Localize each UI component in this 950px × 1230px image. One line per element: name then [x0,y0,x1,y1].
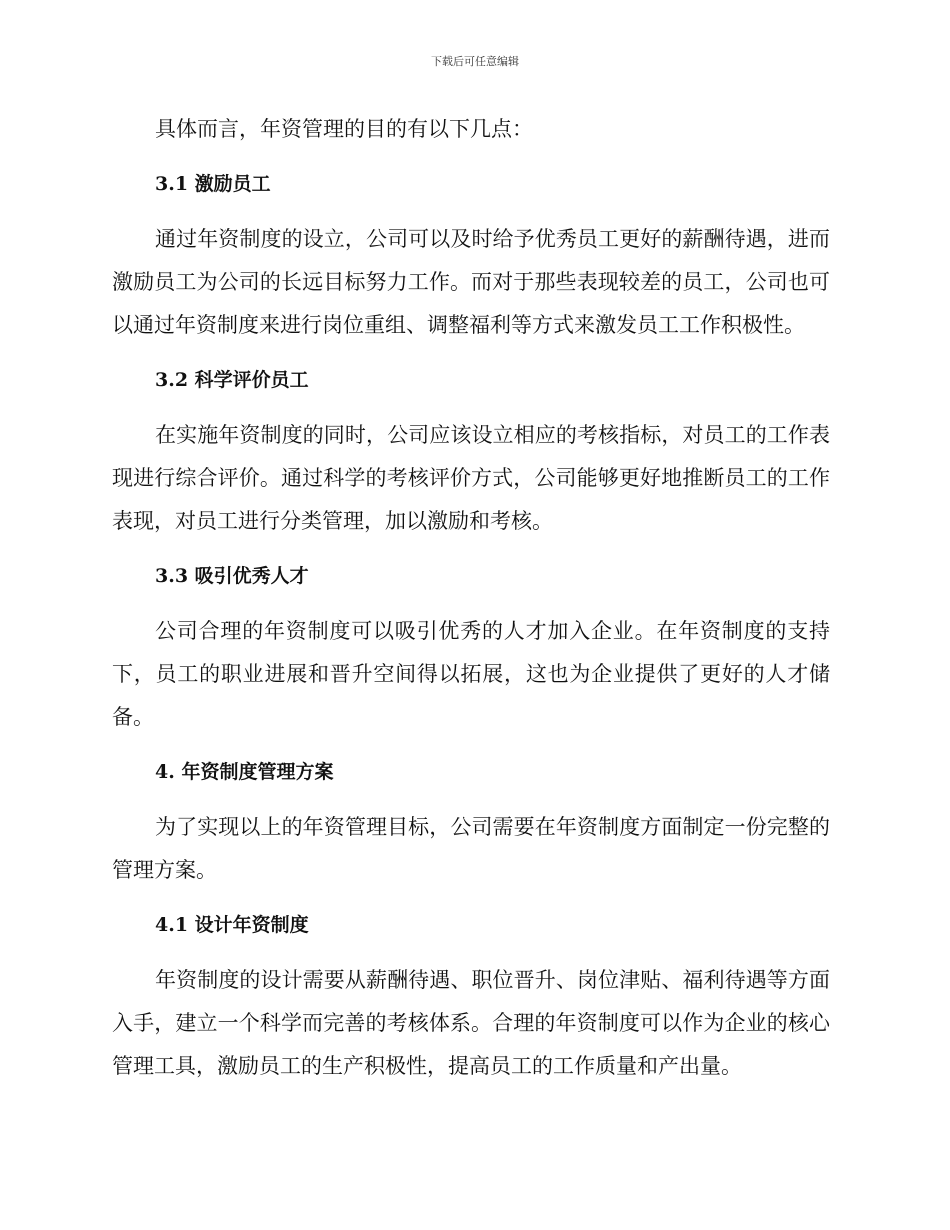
section-heading-3-3: 3.3 吸引优秀人才 [155,565,309,587]
document-body [112,108,830,1088]
section-heading-3-2: 3.2 科学评价员工 [155,369,309,391]
paragraph-4: 为了实现以上的年资管理目标，公司需要在年资制度方面制定一份完整的管理方案。 [112,815,830,882]
paragraph-3-3: 公司合理的年资制度可以吸引优秀的人才加入企业。在年资制度的支持下，员工的职业进展和晋升空间得以拓展，这也为企业提供了更好的人才储备。 [112,619,830,729]
section-heading-4: 4. 年资制度管理方案 [155,761,334,783]
paragraph-3-1: 通过年资制度的设立，公司可以及时给予优秀员工更好的薪酬待遇，进而激励员工为公司的长远目标努力工作。而对于那些表现较差的员工，公司也可以通过年资制度来进行岗位重组、调整福利等方式来激发员工工作积极性。 [112,227,830,337]
section-heading-4-1: 4.1 设计年资制度 [155,914,309,936]
paragraph-4-1: 年资制度的设计需要从薪酬待遇、职位晋升、岗位津贴、福利待遇等方面入手，建立一个科学而完善的考核体系。合理的年资制度可以作为企业的核心管理工具，激励员工的生产积极性，提高员工的工作质量和产出量。 [112,968,830,1078]
paragraph-3-2: 在实施年资制度的同时，公司应该设立相应的考核指标，对员工的工作表现进行综合评价。通过科学的考核评价方式，公司能够更好地推断员工的工作表现，对员工进行分类管理，加以激励和考核。 [112,423,830,533]
page-header: 下载后可任意编辑 [431,55,519,68]
section-heading-3-1: 3.1 激励员工 [155,173,271,195]
intro-paragraph: 具体而言，年资管理的目的有以下几点： [155,117,533,141]
